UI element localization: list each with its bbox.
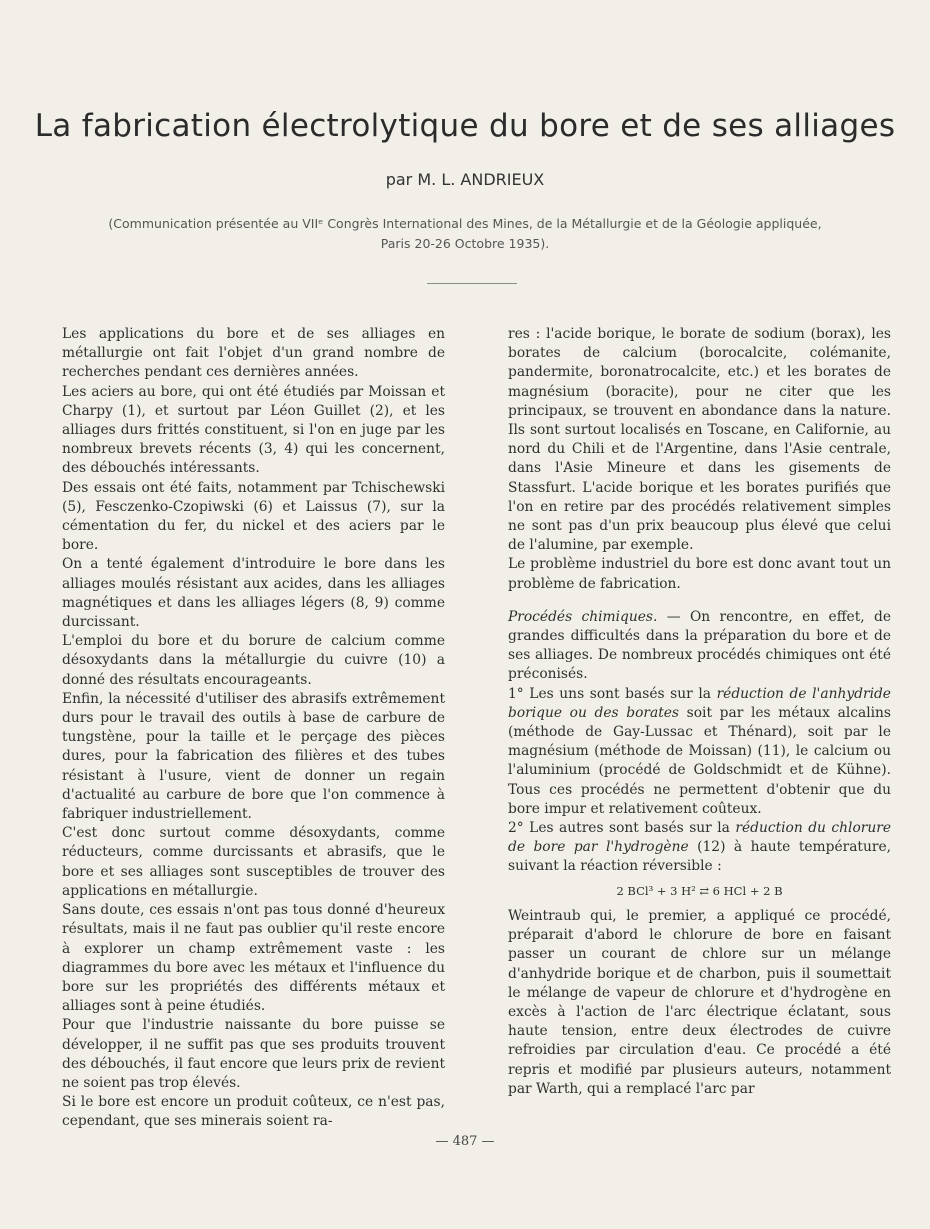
communication-note [60,214,870,254]
paragraph: Sans doute, ces essais n'ont pas tous donné d'heureux résultats, mais il ne faut pas oublier qu'il reste encore à explorer un champ extrêmement vaste : les diagrammes du bore avec les métaux et l'influence du bore sur les propriétés des différents métaux et alliages sont à peine étudiés. [62,902,445,1015]
paragraph-second-method [508,819,891,877]
paragraph: res : l'acide borique, le borate de sodium (borax), les borates de calcium (borocalcite, colémanite, pandermite, boronatrocalcite, etc.) et les borates de magnésium (boracite), pour ne citer que les principaux, se trouvent en abondance dans la nature. Ils sont surtout localisés en Toscane, en Californie, au nord du Chili et de l'Argentine, dans l'Asie centrale, dans l'Asie Mineure et dans les gisements de Stassfurt. L'acide borique et les borates purifiés que l'on en retire par des procédés relativement simples ne sont pas d'un prix beaucoup plus élevé que celui de l'alumine, par exemple. [508,326,891,554]
title-divider [427,283,517,284]
paragraph: Pour que l'industrie naissante du bore puisse se développer, il ne suffit pas que ses produits trouvent des débouchés, il faut encore que leurs prix de revient ne soient pas trop élevés. [62,1017,445,1091]
paragraph: Le problème industriel du bore est donc avant tout un problème de fabrication. [508,556,891,592]
paragraph-text: soit par les métaux alcalins (méthode de Gay-Lussac et Thénard), soit par le magnésium (méthode de Moissan) (11), le calcium ou l'aluminium (procédé de Goldschmidt et de Kühne). Tous ces procédés ne permettent d'obtenir que du bore impur et relativement coûteux. [508,704,891,817]
paragraph-text: 1° Les uns sont basés sur la [508,685,717,702]
paragraph-text: 2° Les autres sont basés sur la [508,820,736,837]
communication-line-2: Paris 20-26 Octobre 1935). [380,236,550,251]
paragraph: L'emploi du bore et du borure de calcium comme désoxydants dans la métallurgie du cuivre (10) a donné des résultats encourageants. [62,633,445,688]
emphasis-text: réduction du chlorure de bore par l'hydrogène [508,820,891,856]
emphasis-text: réduction de l'anhydride borique ou des borates [508,685,891,721]
paragraph: Des essais ont été faits, notamment par Tchischewski (5), Fesczenko-Czopiwski (6) et Laissus (7), sur la cémentation du fer, du nickel et des aciers par le bore. [62,479,445,554]
article-author: par M. L. ANDRIEUX [385,170,545,189]
right-column [508,325,891,1099]
paragraph-chemical-processes [508,608,891,685]
paragraph: Les aciers au bore, qui ont été étudiés par Moissan et Charpy (1), et surtout par Léon Guillet (2), et les alliages durs frittés constituent, si l'on en juge par les nombreux brevets récents (3, 4) qui les concernent, des débouchés intéressants. [62,383,445,477]
paragraph-text: — On rencontre, en effet, de grandes difficultés dans la préparation du bore et de ses alliages. De nombreux procédés chimiques ont été préconisés. [508,608,891,683]
paragraph: Weintraub qui, le premier, a appliqué ce procédé, préparait d'abord le chlorure de bore en faisant passer un courant de chlore sur un mélange d'anhydride borique et de charbon, puis il soumettait le mélange de vapeur de chlorure et d'hydrogène en excès à l'action de l'arc électrique éclatant, sous haute tension, entre deux électrodes de cuivre refroidies par circulation d'eau. Ce procédé a été repris et modifié par plusieurs auteurs, notamment par Warth, qui a remplacé l'arc par [508,907,891,1097]
paragraph: Les applications du bore et de ses alliages en métallurgie ont fait l'objet d'un grand nombre de recherches pendant ces dernières années. [62,326,445,381]
paragraph: Enfin, la nécessité d'utiliser des abrasifs extrêmement durs pour le travail des outils à base de carbure de tungstène, pour la taille et le perçage des pièces dures, pour la fabrication des filières et des tubes résistant à l'usure, vient de donner un regain d'actualité au carbure de bore que l'on commence à fabriquer industriellement. [62,690,445,823]
paragraph: Si le bore est encore un produit coûteux, ce n'est pas, cependant, que ses minerais soient ra- [62,1094,445,1130]
page-number: — 487 — [435,1134,495,1149]
article-title: La fabrication électrolytique du bore et de ses alliages [34,108,896,144]
paragraph: C'est donc surtout comme désoxydants, comme réducteurs, comme durcissants et abrasifs, que le bore et ses alliages sont susceptibles de trouver des applications en métallurgie. [62,825,445,899]
communication-line-1: (Communication présentée au VIIᵉ Congrès International des Mines, de la Métallurgie et de la Géologie appliquée, [108,216,822,231]
paragraph: On a tenté également d'introduire le bore dans les alliages moulés résistant aux acides, dans les alliages magnétiques et dans les alliages légers (8, 9) comme durcissant. [62,556,445,631]
left-column [62,325,445,1132]
paragraph-first-method [508,685,891,819]
section-heading: Procédés chimiques. [508,608,658,625]
chemical-equation: 2 BCl³ + 3 H² ⇄ 6 HCl + 2 B [616,883,783,898]
paragraph-text: (12) à haute température, suivant la réaction réversible : [508,839,892,875]
